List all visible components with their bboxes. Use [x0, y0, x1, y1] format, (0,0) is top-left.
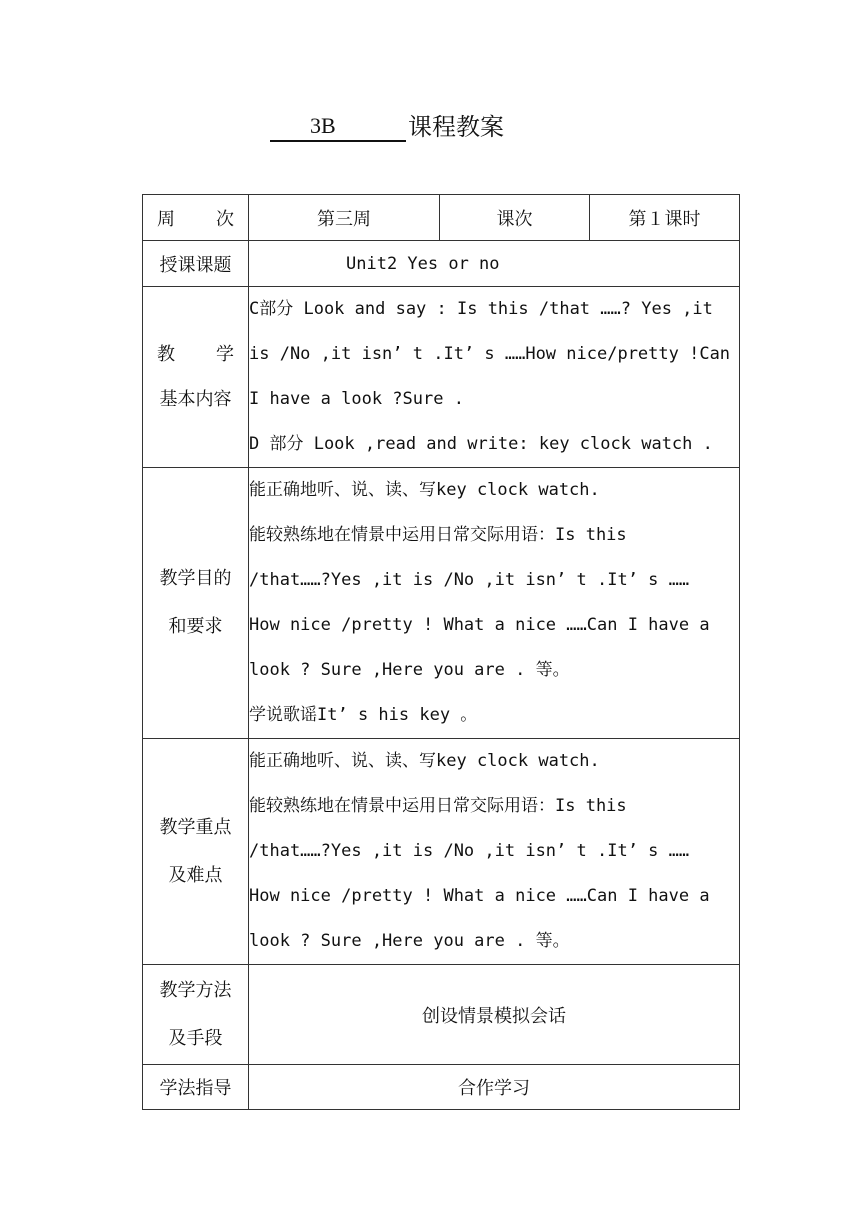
row-objectives — [143, 468, 740, 739]
objectives-label-line2: 和要求 — [168, 616, 223, 637]
basic-content-label-char-2: 学 — [216, 344, 234, 365]
objectives-line-2: 能较熟练地在情景中运用日常交际用语：Is this — [249, 525, 627, 545]
basic-content-line-2: is /No ,it isn’ t .It’ s ……How nice/pretty !Can — [249, 344, 731, 364]
basic-content-label-char-1: 教 — [157, 344, 175, 365]
basic-content-line-4: D 部分 Look ,read and write: key clock watch . — [249, 434, 713, 454]
basic-content-text — [249, 287, 740, 468]
week-label-char-1: 周 — [157, 208, 175, 230]
objectives-line-6: 学说歌谣It’ s his key 。 — [249, 705, 478, 725]
key-points-label-line1: 教学重点 — [159, 816, 232, 838]
row-basic-content — [143, 287, 740, 468]
row-topic — [143, 241, 740, 287]
basic-content-line-3: I have a look ?Sure . — [249, 389, 464, 409]
row-methods — [143, 965, 740, 1065]
lesson-label: 课次 — [440, 195, 590, 241]
document-title — [270, 110, 504, 142]
title-text: 课程教案 — [408, 113, 504, 141]
topic-label: 授课课题 — [143, 241, 249, 287]
study-guide-label: 学法指导 — [143, 1065, 249, 1110]
class-code-blank — [270, 110, 406, 142]
row-key-points — [143, 739, 740, 965]
methods-label-cell — [143, 965, 249, 1065]
methods-label-line2: 及手段 — [168, 1027, 223, 1049]
class-code: 3B — [310, 113, 336, 138]
topic-value: Unit2 Yes or no — [346, 253, 500, 274]
study-guide-value: 合作学习 — [249, 1065, 740, 1110]
lesson-plan-table — [142, 194, 740, 1110]
objectives-line-1: 能正确地听、说、读、写key clock watch. — [249, 480, 600, 500]
key-points-label-line2: 及难点 — [168, 864, 223, 886]
row-week — [143, 195, 740, 241]
key-points-line-2: 能较熟练地在情景中运用日常交际用语：Is this — [249, 796, 627, 816]
basic-content-line-1: C部分 Look and say : Is this /that ……? Yes ,it — [249, 299, 713, 319]
lesson-value: 第１课时 — [590, 195, 740, 241]
key-points-line-3: /that……?Yes ,it is /No ,it isn’ t .It’ s …… — [249, 841, 690, 861]
objectives-line-3: /that……?Yes ,it is /No ,it isn’ t .It’ s …… — [249, 570, 690, 590]
objectives-label-cell — [143, 468, 249, 739]
key-points-label-cell — [143, 739, 249, 965]
objectives-text — [249, 468, 740, 739]
key-points-text — [249, 739, 740, 965]
week-label-char-2: 次 — [216, 208, 234, 230]
objectives-line-4: How nice /pretty ! What a nice ……Can I have a — [249, 615, 710, 635]
methods-value: 创设情景模拟会话 — [249, 965, 740, 1065]
row-study-guide — [143, 1065, 740, 1110]
methods-label-line1: 教学方法 — [159, 979, 232, 1001]
basic-content-label-cell — [143, 287, 249, 468]
basic-content-label-line2: 基本内容 — [159, 389, 232, 410]
objectives-label-line1: 教学目的 — [159, 568, 232, 589]
objectives-line-5: look ? Sure ,Here you are . 等。 — [249, 660, 570, 680]
week-label-cell — [143, 195, 249, 241]
week-value: 第三周 — [249, 195, 440, 241]
key-points-line-1: 能正确地听、说、读、写key clock watch. — [249, 751, 600, 771]
key-points-line-5: look ? Sure ,Here you are . 等。 — [249, 931, 570, 951]
key-points-line-4: How nice /pretty ! What a nice ……Can I have a — [249, 886, 710, 906]
topic-value-cell — [249, 241, 740, 287]
